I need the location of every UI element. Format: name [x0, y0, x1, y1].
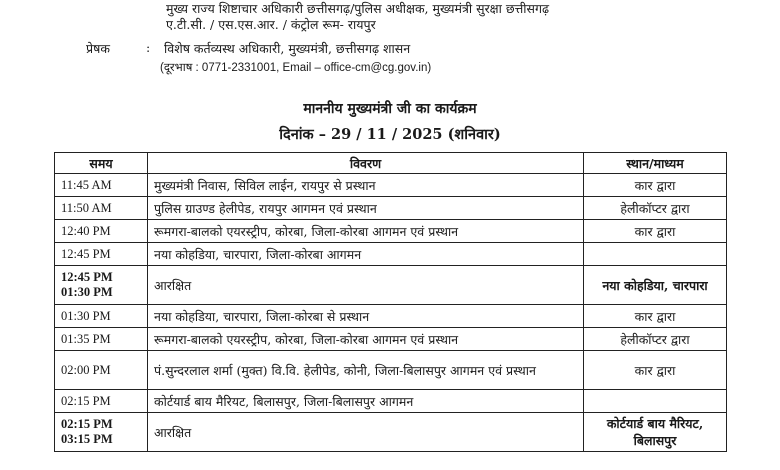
row-description: नया कोहडिया, चारपारा, जिला-कोरबा से प्रस्थान	[148, 305, 584, 328]
sender-label: प्रेषक	[86, 41, 110, 56]
time-start: 12:45 PM	[61, 246, 111, 261]
time-start: 12:40 PM	[61, 223, 111, 238]
header-description: विवरण	[148, 153, 584, 174]
time-start: 11:50 AM	[61, 200, 112, 215]
row-description: मुख्यमंत्री निवास, सिविल लाईन, रायपुर से प्रस्थान	[148, 174, 584, 197]
table-row	[55, 390, 727, 413]
table-row	[55, 413, 727, 452]
table-row	[55, 220, 727, 243]
recipient-line-1: मुख्य राज्य शिष्टाचार अधिकारी छत्तीसगढ़/पुलिस अधीक्षक, मुख्यमंत्री सुरक्षा छत्तीसगढ़	[166, 1, 550, 16]
time-end: 01:30 PM	[61, 285, 113, 299]
row-place-mode: कार द्वारा	[584, 174, 727, 197]
row-description: नया कोहडिया, चारपारा, जिला-कोरबा आगमन	[148, 243, 584, 266]
row-place-mode	[584, 390, 727, 413]
recipient-line-2: ए.टी.सी. / एस.एस.आर. / कंट्रोल रूम- रायपुर	[166, 17, 376, 32]
row-place-mode: कार द्वारा	[584, 305, 727, 328]
time-start: 02:00 PM	[61, 362, 111, 377]
row-place-mode	[584, 243, 727, 266]
row-place-mode: हेलीकॉप्टर द्वारा	[584, 328, 727, 351]
row-time	[55, 413, 148, 452]
header-place-mode: स्थान/माध्यम	[584, 153, 727, 174]
row-time	[55, 266, 148, 305]
row-place-mode: कार द्वारा	[584, 351, 727, 390]
time-start: 12:45 PM	[61, 270, 113, 284]
sender-colon: :	[146, 40, 151, 55]
schedule-table	[54, 152, 727, 452]
row-description: आरक्षित	[148, 266, 584, 305]
row-time	[55, 243, 148, 266]
programme-date: दिनांक – 29 / 11 / 2025 (शनिवार)	[279, 126, 501, 143]
table-row	[55, 305, 727, 328]
contact-info: (दूरभाष : 0771-2331001, Email – office-cm@cg.gov.in)	[160, 62, 432, 74]
header-time: समय	[55, 153, 148, 174]
row-description: पं.सुन्दरलाल शर्मा (मुक्त) वि.वि. हेलीपेड, कोनी, जिला-बिलासपुर आगमन एवं प्रस्थान	[148, 351, 584, 390]
row-description: रूमगरा-बालको एयरस्ट्रीप, कोरबा, जिला-कोरबा आगमन एवं प्रस्थान	[148, 328, 584, 351]
sender-name: विशेष कर्तव्यस्थ अधिकारी, मुख्यमंत्री, छत्तीसगढ़ शासन	[164, 41, 411, 56]
row-time	[55, 351, 148, 390]
time-end: 03:15 PM	[61, 432, 113, 446]
table-row	[55, 174, 727, 197]
row-time	[55, 390, 148, 413]
row-place-mode: कार द्वारा	[584, 220, 727, 243]
table-row	[55, 266, 727, 305]
time-start: 01:35 PM	[61, 331, 111, 346]
row-description: रूमगरा-बालको एयरस्ट्रीप, कोरबा, जिला-कोरबा आगमन एवं प्रस्थान	[148, 220, 584, 243]
programme-title: माननीय मुख्यमंत्री जी का कार्यक्रम	[303, 101, 477, 117]
time-start: 02:15 PM	[61, 393, 111, 408]
row-description: आरक्षित	[148, 413, 584, 452]
schedule-rows	[55, 174, 727, 452]
row-place-mode: हेलीकॉप्टर द्वारा	[584, 197, 727, 220]
time-start: 01:30 PM	[61, 308, 111, 323]
table-row	[55, 197, 727, 220]
table-header-row	[55, 153, 727, 174]
row-time	[55, 305, 148, 328]
time-start: 02:15 PM	[61, 417, 113, 431]
table-row	[55, 351, 727, 390]
table-row	[55, 328, 727, 351]
row-time	[55, 174, 148, 197]
row-time	[55, 197, 148, 220]
row-time	[55, 328, 148, 351]
row-description: पुलिस ग्राउण्ड हेलीपेड, रायपुर आगमन एवं प्रस्थान	[148, 197, 584, 220]
row-time	[55, 220, 148, 243]
row-place-mode: कोर्टयार्ड बाय मैरियट, बिलासपुर	[584, 413, 727, 452]
time-start: 11:45 AM	[61, 177, 112, 192]
row-description: कोर्टयार्ड बाय मैरियट, बिलासपुर, जिला-बिलासपुर आगमन	[148, 390, 584, 413]
table-row	[55, 243, 727, 266]
row-place-mode: नया कोहडिया, चारपारा	[584, 266, 727, 305]
